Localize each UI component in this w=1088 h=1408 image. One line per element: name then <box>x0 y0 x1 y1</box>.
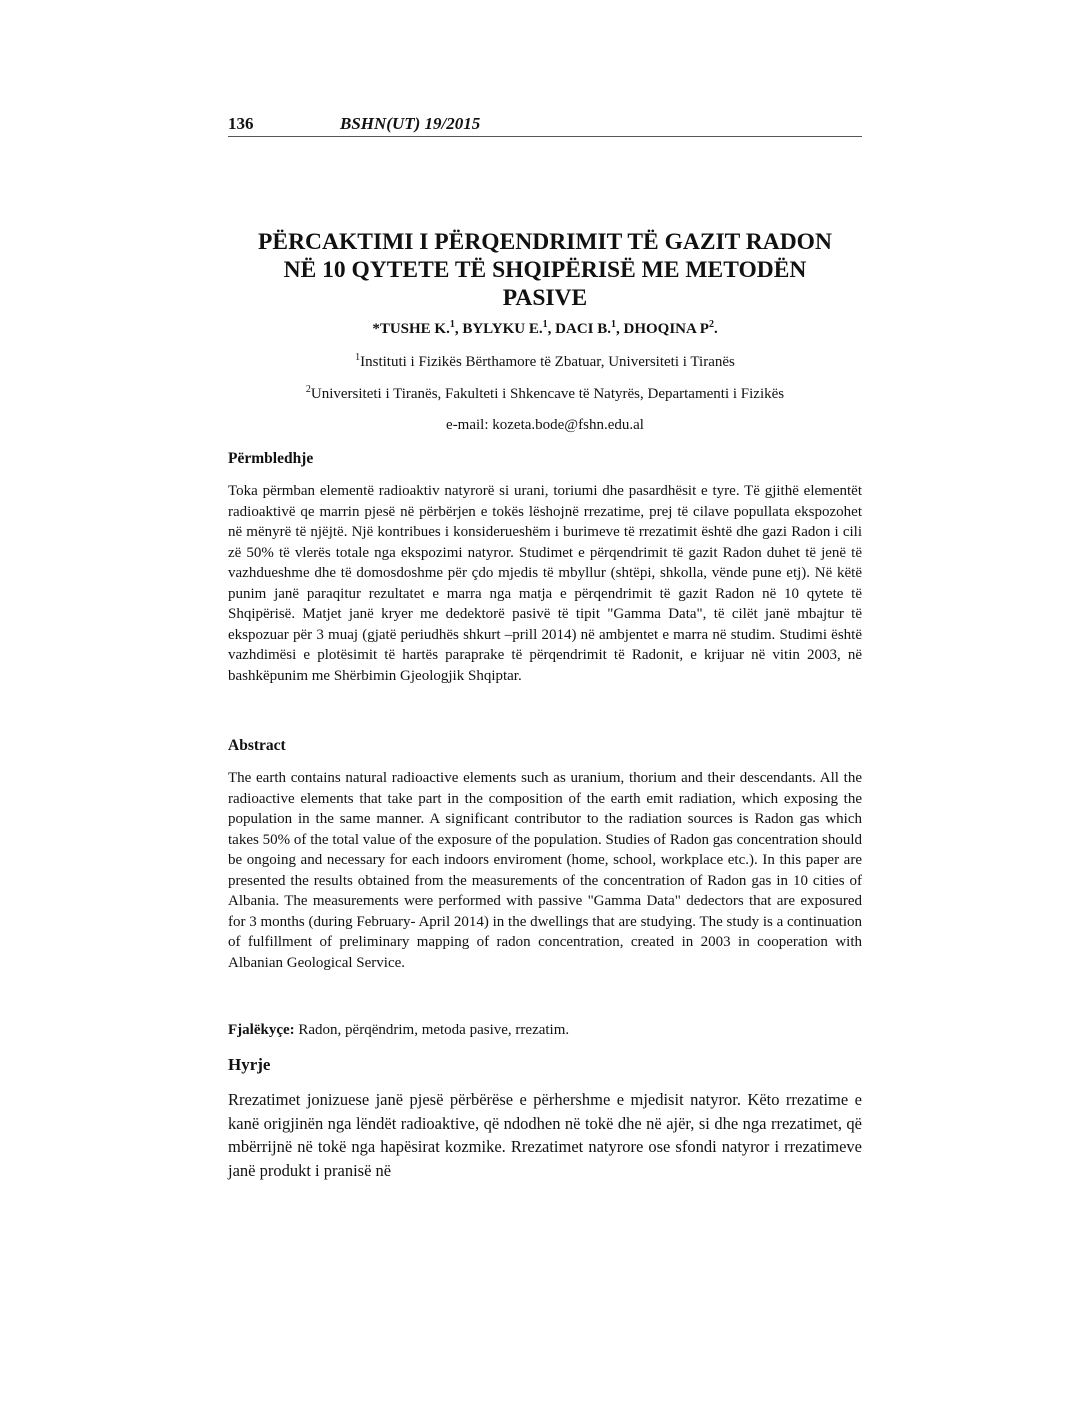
abstract-heading: Abstract <box>228 737 286 754</box>
affiliation-2: $^2$Universiteti i Tiranës, Fakulteti i Shkencave të Natyrës, Departamenti i Fizikës <box>305 384 785 402</box>
running-header <box>228 114 862 137</box>
hyrje-text: Rrezatimet jonizuese janë pjesë përbërëse e përhershme e mjedisit natyror. Këto rrezatime e kanë origjinën nga lëndët radioaktive, që ndodhen në tokë dhe në ajër, si dhe nga rrezatimet, që mbërrijnë në tokë nga hapësirat kozmike. Rrezatimet natyrore ose sfondi natyror i rrezatimeve janë produkt i pranisë në <box>228 1090 862 1180</box>
title-line-1: PËRCAKTIMI I PËRQENDRIMIT TË GAZIT RADON <box>258 229 832 255</box>
hyrje-heading: Hyrje <box>228 1055 271 1074</box>
author: *TUSHE K.$^1$, <box>372 319 463 337</box>
keywords-label: Fjalëkyçe: <box>228 1022 295 1038</box>
author: DACI B.$^1$, <box>555 319 624 337</box>
author: DHOQINA $P^2$. <box>623 319 718 337</box>
author-list <box>228 321 862 338</box>
permbledhje-heading: Përmbledhje <box>228 450 314 467</box>
title-line-3: PASIVE <box>502 285 588 311</box>
contact-email: e-mail: kozeta.bode@fshn.edu.al <box>446 417 644 433</box>
affiliation-1: $^1$Instituti i Fizikës Bërthamore të Zbatuar, Universiteti i Tiranës <box>355 352 735 370</box>
paper-title <box>228 228 862 312</box>
title-line-2: NË 10 QYTETE TË SHQIPËRISË ME METODËN <box>283 257 807 283</box>
permbledhje-text: Toka përmban elementë radioaktiv natyrorë si urani, toriumi dhe pasardhësit e tyre. Të gjithë elementët radioaktivë qe marrin pjesë në përbërjen e tokës lëshojnë rrezatime, prej të cilave popullata ekspozohet në mënyrë të njëjtë. Një kontribues i konsiderueshëm i burimeve të rrezatimit është dhe gazi Radon i cili zë 50% të vlerës totale nga ekspozimi natyror. Studimet e përqendrimit të gazit Radon duhet të jenë të vazhdueshme dhe të domosdoshme për çdo mjedis të mbyllur (shtëpi, shkolla, vënde pune etj). Në këtë punim janë paraqitur rezultatet e marra nga matja e përqendrimit të gazit Radon në 10 qytete të Shqipërisë. Matjet janë kryer me dedektorë pasivë të tipit "Gamma Data", të cilët janë mbajtur të ekspozuar për 3 muaj (gjatë periudhës shkurt –prill 2014) në ambjentet e marra në studim. Studimi është vazhdimësi e plotësimit të hartës paraprake të përqendrimit të Radonit, e krijuar në vitin 2003, në bashkëpunim me Shërbimin Gjeologjik Shqiptar. <box>228 483 862 684</box>
journal-name: BSHN(UT) 19/2015 <box>340 114 481 133</box>
page-number: 136 <box>228 114 254 133</box>
keywords <box>228 1022 862 1039</box>
abstract-text: The earth contains natural radioactive elements such as uranium, thorium and their descendants. All the radioactive elements that take part in the composition of the earth emit radiation, which exposing the population in the same manner. A significant contributor to the radiation sources is Radon gas which takes 50% of the total value of the exposure of the population. Studies of Radon gas concentration should be ongoing and necessary for each indoors enviroment (home, school, workplace etc.). In this paper are presented the results obtained from the measurements of the concentration of Radon gas in 10 cities of Albania. The measurements were performed with passive "Gamma Data" dedectors that are exposured for 3 months (during February- April 2014) in the dwellings that are studying. The study is a continuation of fulfillment of preliminary mapping of radon concentration, created in 2003 in cooperation with Albanian Geological Service. <box>228 770 862 971</box>
author: BYLYKU E.$^1$, <box>462 319 556 337</box>
keywords-text: Radon, përqëndrim, metoda pasive, rrezatim. <box>294 1022 570 1038</box>
